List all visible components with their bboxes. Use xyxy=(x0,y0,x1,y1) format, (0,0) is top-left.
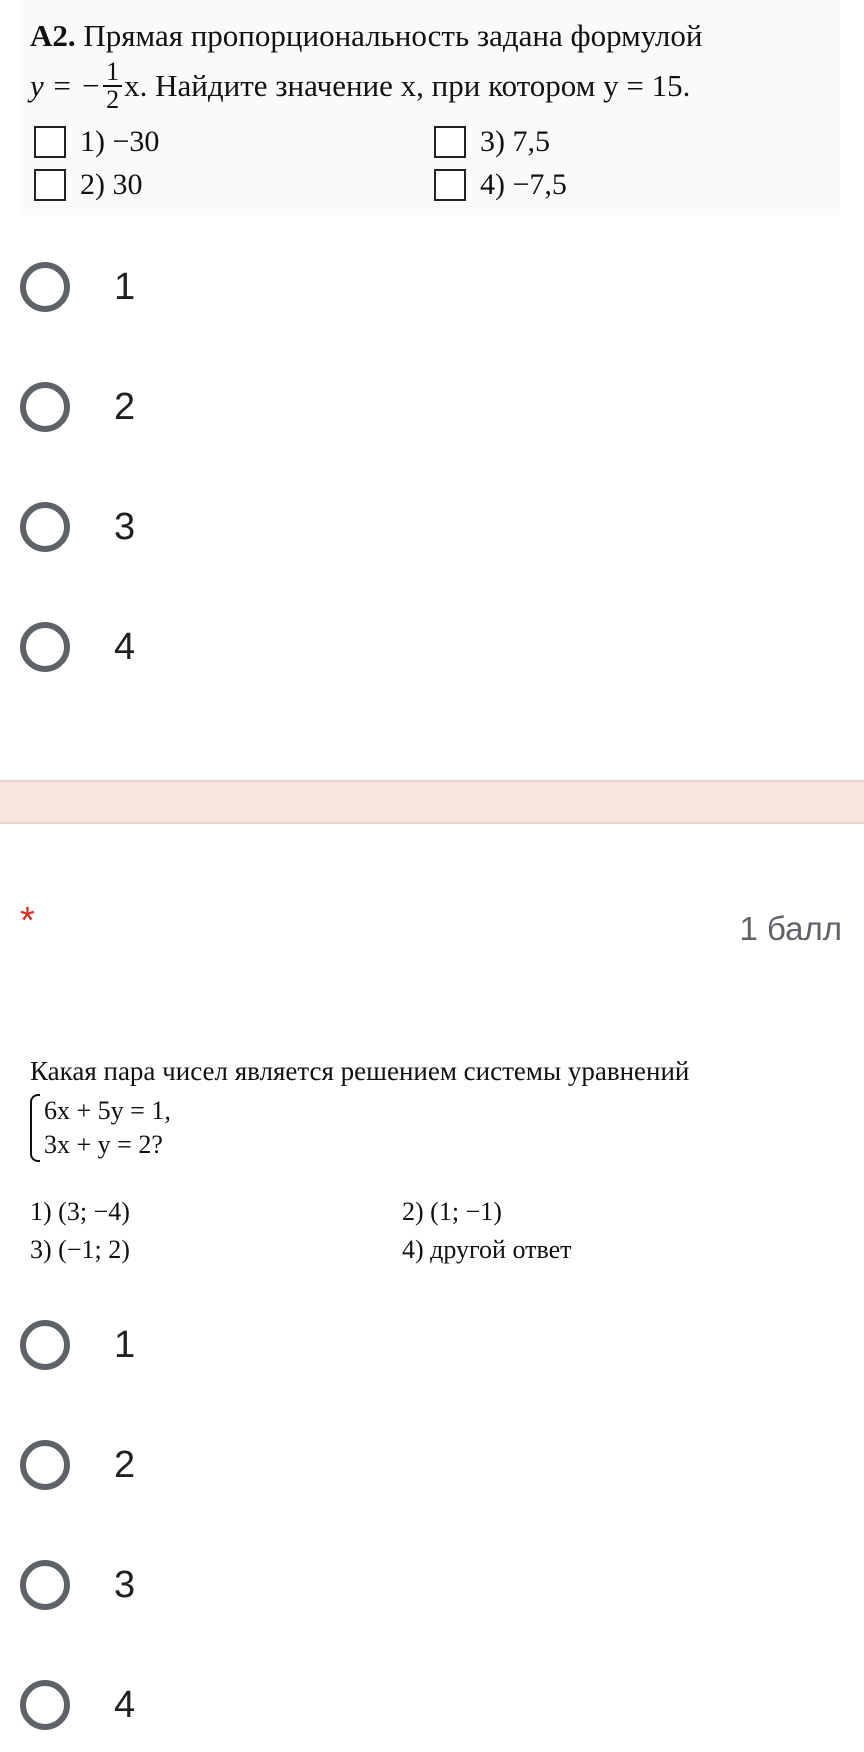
choice-label: 1 xyxy=(114,265,136,308)
equation-2: 3x + y = 2? xyxy=(44,1130,163,1159)
q1-option-4 xyxy=(434,168,567,202)
fraction-numerator: 1 xyxy=(103,59,122,87)
q2-choice-4[interactable] xyxy=(20,1675,135,1735)
checkbox-icon xyxy=(434,126,466,158)
radio-button[interactable] xyxy=(20,382,70,432)
fraction-denominator: 2 xyxy=(106,85,120,114)
equation-system xyxy=(30,1094,171,1162)
points-label: 1 балл xyxy=(739,910,842,947)
checkbox-icon xyxy=(34,126,66,158)
choice-label: 2 xyxy=(114,385,136,428)
choice-label: 3 xyxy=(114,1563,136,1606)
brace-icon xyxy=(30,1094,40,1162)
radio-button[interactable] xyxy=(20,1320,70,1370)
choice-label: 1 xyxy=(114,1323,136,1366)
q2-option-2: 2) (1; −1) xyxy=(402,1197,502,1226)
q1-choice-1[interactable] xyxy=(20,257,135,317)
radio-button[interactable] xyxy=(20,1560,70,1610)
q2-option-4: 4) другой ответ xyxy=(402,1235,572,1264)
q1-option-label: 2) 30 xyxy=(80,168,143,201)
choice-label: 3 xyxy=(114,505,136,548)
radio-button[interactable] xyxy=(20,1440,70,1490)
q2-choice-2[interactable] xyxy=(20,1435,135,1495)
q1-choice-2[interactable] xyxy=(20,377,135,437)
q2-choice-3[interactable] xyxy=(20,1555,135,1615)
q2-option-1: 1) (3; −4) xyxy=(30,1197,130,1226)
q2-choice-1[interactable] xyxy=(20,1315,135,1375)
radio-button[interactable] xyxy=(20,502,70,552)
choice-label: 4 xyxy=(114,625,136,668)
section-divider xyxy=(0,780,864,824)
q1-option-label: 4) −7,5 xyxy=(480,168,567,201)
fraction xyxy=(103,59,122,113)
q1-option-3 xyxy=(434,125,550,159)
q1-option-1 xyxy=(34,125,159,159)
question2-text: Какая пара чисел является решением системы уравнений xyxy=(30,1056,690,1086)
question1-number: A2. xyxy=(30,18,76,53)
radio-button[interactable] xyxy=(20,262,70,312)
formula-start: y = − xyxy=(30,68,102,103)
q1-option-2 xyxy=(34,168,143,202)
choice-label: 2 xyxy=(114,1443,136,1486)
choice-label: 4 xyxy=(114,1683,136,1726)
q1-option-label: 3) 7,5 xyxy=(480,125,550,158)
q2-option-3: 3) (−1; 2) xyxy=(30,1235,130,1264)
checkbox-icon xyxy=(34,169,66,201)
q1-option-label: 1) −30 xyxy=(80,125,160,158)
q1-choice-3[interactable] xyxy=(20,497,135,557)
q1-choice-4[interactable] xyxy=(20,617,135,677)
checkbox-icon xyxy=(434,169,466,201)
equation-1: 6x + 5y = 1, xyxy=(44,1096,171,1125)
radio-button[interactable] xyxy=(20,622,70,672)
question1-title xyxy=(30,16,830,56)
question1-text: Прямая пропорциональность задана формулой xyxy=(83,18,703,53)
formula-end: x. Найдите значение x, при котором y = 15. xyxy=(124,68,691,103)
question1-formula xyxy=(30,56,690,116)
equations xyxy=(44,1094,171,1162)
required-asterisk: * xyxy=(20,900,35,942)
radio-button[interactable] xyxy=(20,1680,70,1730)
